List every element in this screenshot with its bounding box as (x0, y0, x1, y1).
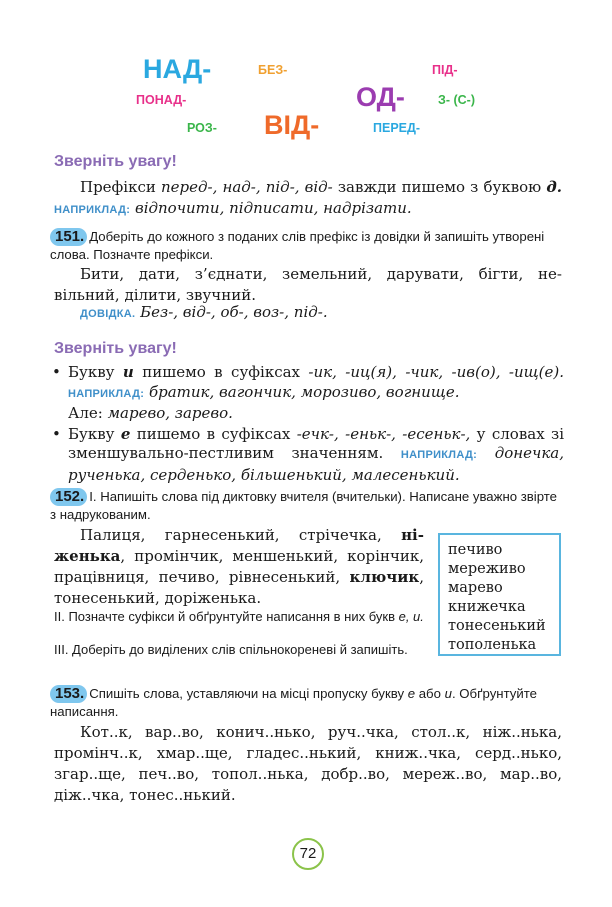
hint-text: Без-, від-, об-, воз-, під-. (140, 303, 328, 321)
instruction-text: Спишіть слова, уставляючи на місці пропуску букву (89, 686, 408, 701)
task-151-hint (80, 302, 560, 325)
letter-y: и (444, 686, 452, 701)
task-151-instruction (50, 228, 562, 263)
but-examples: марево, зарево. (107, 404, 233, 422)
example-label: НАПРИКЛАД: (68, 387, 145, 400)
task-number: 152. (50, 488, 87, 506)
rule-item-e (52, 425, 564, 486)
letters: е, и. (398, 609, 424, 624)
prefix-vid: ВІД- (264, 110, 320, 140)
notice-heading: Зверніть увагу! (54, 153, 177, 170)
rule-text: пишемо в суфіксах (130, 424, 297, 443)
highlighted-word: ніженька (54, 526, 424, 565)
prefix-list: перед-, над-, під-, від- (160, 178, 333, 196)
prefix-pid: ПІД- (432, 63, 458, 77)
word-box (438, 533, 561, 656)
but-label: Але: (68, 404, 103, 422)
instruction-text: Доберіть до кожного з поданих слів префікс із довідки й запишіть утворені слова. Позначте префікси. (50, 229, 545, 262)
box-word: печиво (448, 542, 503, 558)
box-word: марево (448, 580, 503, 596)
task-153-instruction (50, 685, 562, 720)
example-label: НАПРИКЛАД: (54, 204, 131, 216)
example-label: НАПРИКЛАД: (400, 449, 478, 461)
task-152-instruction (50, 488, 562, 523)
task-number: 153. (50, 685, 87, 703)
highlighted-word: ключик (349, 568, 420, 586)
task-152-words (54, 525, 424, 609)
box-word: мереживо (448, 561, 526, 577)
prefix-bez: БЕЗ- (258, 63, 288, 77)
suffix-list: -ечк-, -еньк-, -есеньк-, (296, 424, 471, 443)
words-text: , промінчик, меншенький, корінчик, працівниця, печиво, рівнесенький, (54, 547, 424, 586)
prefix-od: ОД- (356, 82, 405, 112)
rule-text: Букву (68, 424, 121, 443)
rule-text: Букву (68, 363, 123, 381)
prefix-roz: РОЗ- (187, 121, 217, 135)
notice-heading-2: Зверніть увагу! (54, 340, 177, 357)
words-text: , тонесенький, доріженька. (54, 568, 424, 607)
bullet: • (52, 424, 61, 443)
notice-text-part: Префікси (80, 178, 161, 196)
task-151-words: Бити, дати, з’єднати, земельний, дарувати, бігти, невільний, ділити, звучний. (54, 265, 562, 304)
prefix-ponad: ПОНАД- (136, 93, 187, 107)
examples: донечка, рученька, серденько, більшенький, малесенький. (68, 444, 564, 484)
rules-list (52, 363, 564, 486)
part-text: ІІ. Позначте суфікси й обґрунтуйте написання в них букв (54, 609, 399, 624)
rule-item-i (52, 363, 564, 424)
letter-d: д. (546, 178, 563, 196)
instruction-text: І. Напишіть слова під диктовку вчителя (вчительки). Написане уважно звірте з надрукованим. (50, 489, 557, 522)
rule-text: пишемо в суфіксах (133, 363, 309, 381)
suffix-list: -ик, -иц(я), -чик, -ив(о), -ищ(е). (308, 363, 564, 381)
instruction-text: або (415, 686, 445, 701)
letter-e: е (407, 686, 416, 701)
letter-e: е (120, 424, 131, 443)
instruction-text: . Обґрунтуйте написання. (50, 686, 537, 719)
words-text: Палиця, гарнесенький, стрічечка, (80, 526, 402, 544)
task-number: 151. (50, 228, 87, 246)
prefix-z-s: З- (С-) (438, 93, 475, 107)
examples: відпочити, підписати, надрізати. (134, 199, 412, 217)
box-word: тонесенький (448, 618, 546, 634)
task-152-part3: ІІІ. Доберіть до виділених слів спільнокореневі й запишіть. (54, 642, 408, 657)
examples: братик, вагончик, морозиво, вогнище. (148, 382, 460, 401)
letter-y: и (122, 363, 134, 381)
box-word: тополенька (448, 637, 537, 653)
task-153-words: Кот..к, вар..во, конич..нько, руч..чка, стол..к, ніж..нька, промінч..к, хмар..ще, гладес..нький, книж..чка, серд..нько, згар..ще, печ..во, топол..нька, добр..во, мереж..во, мар..во, діж..чка, тонес..нький. (54, 723, 562, 804)
notice-text (54, 177, 562, 221)
rule-text: у словах зі зменшувально-пестливим значенням. (68, 424, 564, 462)
prefix-pered: ПЕРЕД- (373, 121, 421, 135)
page-number: 72 (292, 838, 324, 870)
bullet: • (52, 363, 61, 381)
box-word: книжечка (448, 599, 526, 615)
task-152-part2 (54, 609, 426, 626)
notice-text-part: завжди пишемо з буквою (332, 178, 547, 196)
hint-label: ДОВІДКА. (80, 308, 136, 320)
prefix-nad: НАД- (143, 54, 212, 84)
